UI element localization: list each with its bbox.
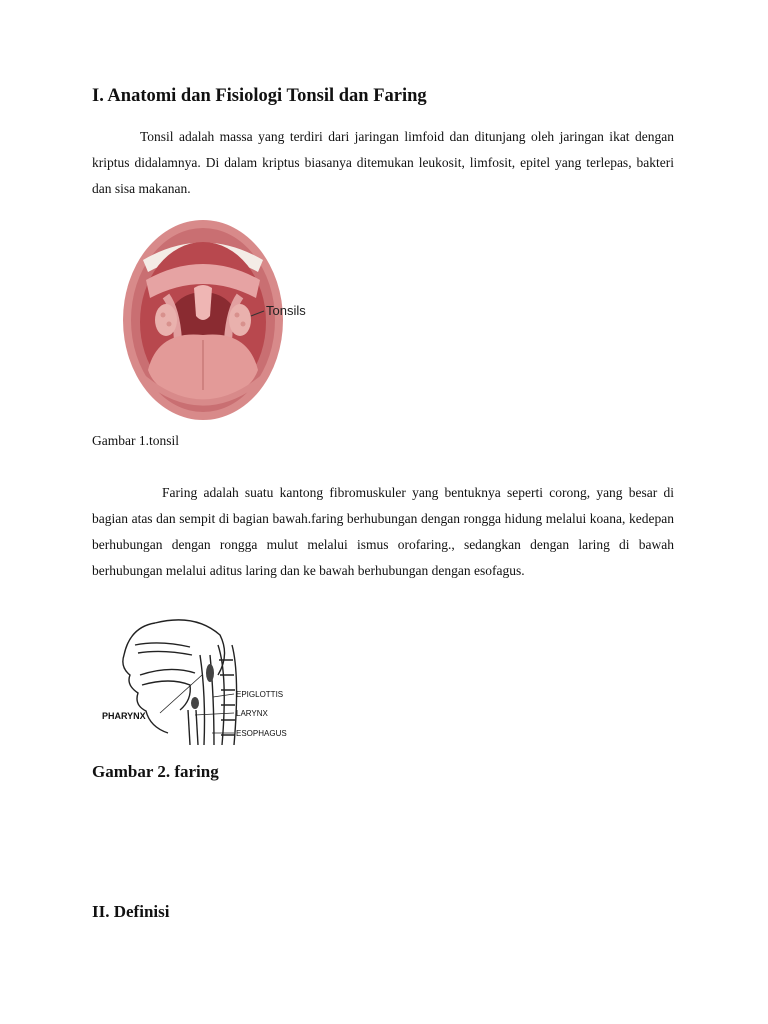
section2-heading: II. Definisi <box>92 902 170 921</box>
esophagus-label: ESOPHAGUS <box>236 729 287 738</box>
pharynx-label: PHARYNX <box>102 711 146 721</box>
larynx-label: LARYNX <box>236 709 268 718</box>
paragraph-tonsil: Tonsil adalah massa yang terdiri dari jaringan limfoid dan ditunjang oleh jaringan ikat dengan kriptus didalamnya. Di dalam kriptus biasanya ditemukan leukosit, limfosit, epitel yang terlepas, bakteri dan sisa makanan. <box>92 129 674 196</box>
tonsils-label: Tonsils <box>266 303 306 318</box>
pharynx-illustration <box>100 615 305 750</box>
tonsil-left-shape <box>155 304 177 336</box>
paragraph-faring: Faring adalah suatu kantong fibromuskuler yang bentuknya seperti corong, yang besar di bagian atas dan sempit di bagian bawah.faring berhubungan dengan rongga hidung melalui koana, kedepan berhubungan dengan rongga mulut melalui ismus orofaring., sedangkan dengan laring di bawah berhubungan melalui aditus laring dan ke bawah berhubungan dengan esofagus. <box>92 485 674 578</box>
figure2-caption: Gambar 2. faring <box>92 762 219 781</box>
figure1-caption: Gambar 1.tonsil <box>92 433 179 448</box>
tonsil-illustration <box>118 220 318 425</box>
section1-heading: I. Anatomi dan Fisiologi Tonsil dan Faring <box>92 86 427 106</box>
tonsil-right-shape <box>229 304 251 336</box>
epiglottis-label: EPIGLOTTIS <box>236 690 284 699</box>
